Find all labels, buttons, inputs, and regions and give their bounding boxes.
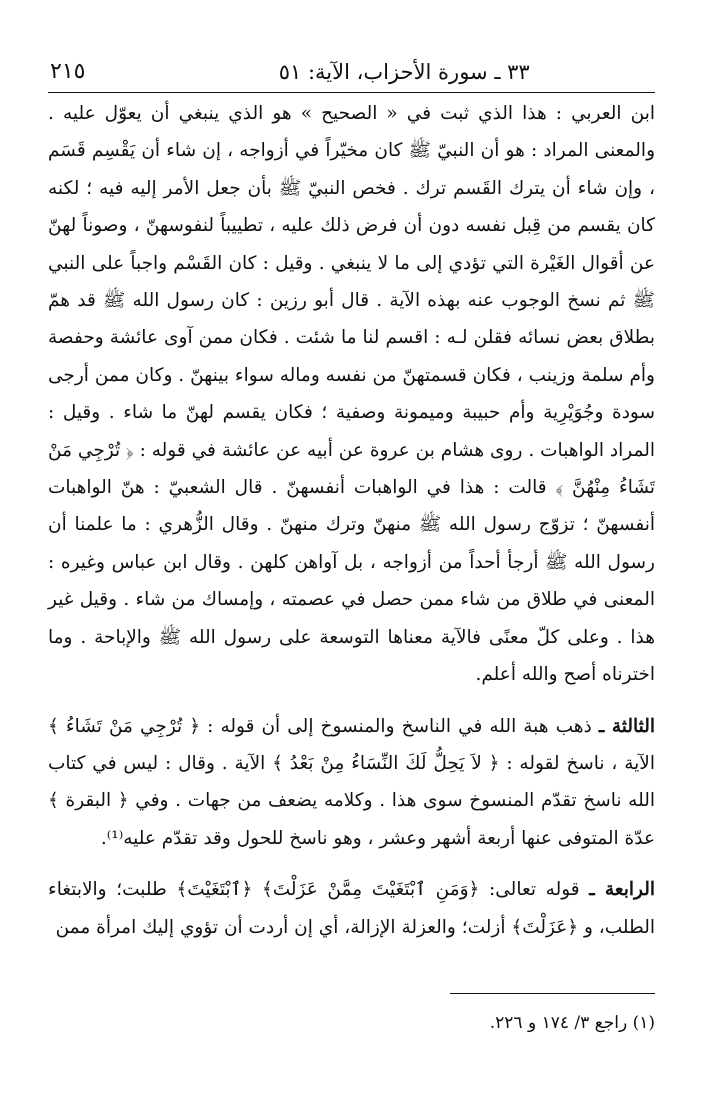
paragraph-3-text: قوله تعالى: ﴿وَمَنِ ٱبْتَغَيْتَ مِمَّنْ عَزَلْتَ﴾ ﴿ٱبْتَغَيْتَ﴾ طلبت؛ والابتغاء الطلب، و ﴿عَزَلْتَ﴾ أزلت؛ والعزلة الإزالة، أي إن أردت أن تؤوي إليك امرأة ممن [48, 879, 655, 938]
paragraph-3-lead: الرابعة ـ [589, 879, 655, 901]
page-header [48, 58, 655, 93]
paragraph-2 [48, 708, 655, 858]
paragraph-3 [48, 871, 655, 946]
paragraph-1-text: ابن العربي : هذا الذي ثبت في « الصحيح » هو الذي ينبغي أن يعوّل عليه . والمعنى المراد : هو أن النبيّ ﷺ كان مخيّراً في أزواجه ، إن شاء أن يَقْسِم قَسَم ، وإن شاء أن يترك القَسم ترك . فخص النبيّ ﷺ بأن جعل الأمر إليه فيه ؛ لكنه كان يقسم من قِبل نفسه دون أن فرض ذلك عليه ، تطييباً لنفوسهنّ ، وصوناً لهنّ عن أقوال الغَيْرة التي تؤدي إلى ما لا ينبغي . وقيل : كان القَسْم واجباً على النبي ﷺ ثم نسخ الوجوب عنه بهذه الآية . قال أبو رزين : كان رسول الله ﷺ قد همّ بطلاق بعض نسائه فقلن لـه : اقسم لنا ما شئت . فكان ممن آوى عائشة وحفصة وأم سلمة وزينب ، فكان قسمتهنّ من نفسه وماله سواء بينهنّ . وكان ممن أرجى سودة وجُوَيْرِية وأم حبيبة وميمونة وصفية ؛ فكان يقسم لهنّ ما شاء . وقيل : المراد الواهبات . روى هشام بن عروة عن أبيه عن عائشة في قوله : ﴿ تُرْجِي مَنْ تَشَاءُ مِنْهُنَّ ﴾ قالت : هذا في الواهبات أنفسهنّ . قال الشعبيّ : هنّ الواهبات أنفسهنّ ؛ تزوّج رسول الله ﷺ منهنّ وترك منهنّ . وقال الزُّهري : ما علمنا أن رسول الله ﷺ أرجأ أحداً من أزواجه ، بل آواهن كلهن . وقال ابن عباس وغيره : المعنى في طلاق من شاء ممن حصل في عصمته ، وإمساك من شاء . وقيل غير هذا . وعلى كلّ معنًى فالآية معناها التوسعة على رسول الله ﷺ والإباحة . وما اخترناه أصح والله أعلم. [48, 103, 655, 686]
footnote: (١) راجع ٣/ ١٧٤ و ٢٢٦. [489, 1013, 655, 1033]
paragraph-1 [48, 95, 655, 694]
paragraph-2-text: ذهب هبة الله في الناسخ والمنسوخ إلى أن قوله : ﴿ تُرْجِي مَنْ تَشَاءُ ﴾ الآية ، ناسخ لقوله : ﴿ لاَ يَحِلُّ لَكَ النِّسَاءُ مِنْ بَعْدُ ﴾ الآية . وقال : ليس في كتاب الله ناسخ تقدّم المنسوخ سوى هذا . وكلامه يضعف من جهات . وفي ﴿ البقرة ﴾ عدّة المتوفى عنها أربعة أشهر وعشر ، وهو ناسخ للحول وقد تقدّم عليه⁽¹⁾. [48, 715, 655, 849]
page-number: ٢١٥ [50, 59, 86, 84]
body-text [48, 95, 655, 946]
running-title: ٣٣ ـ سورة الأحزاب، الآية: ٥١ [278, 60, 530, 84]
footnote-divider [450, 993, 655, 994]
paragraph-2-lead: الثالثة ـ [598, 715, 655, 737]
